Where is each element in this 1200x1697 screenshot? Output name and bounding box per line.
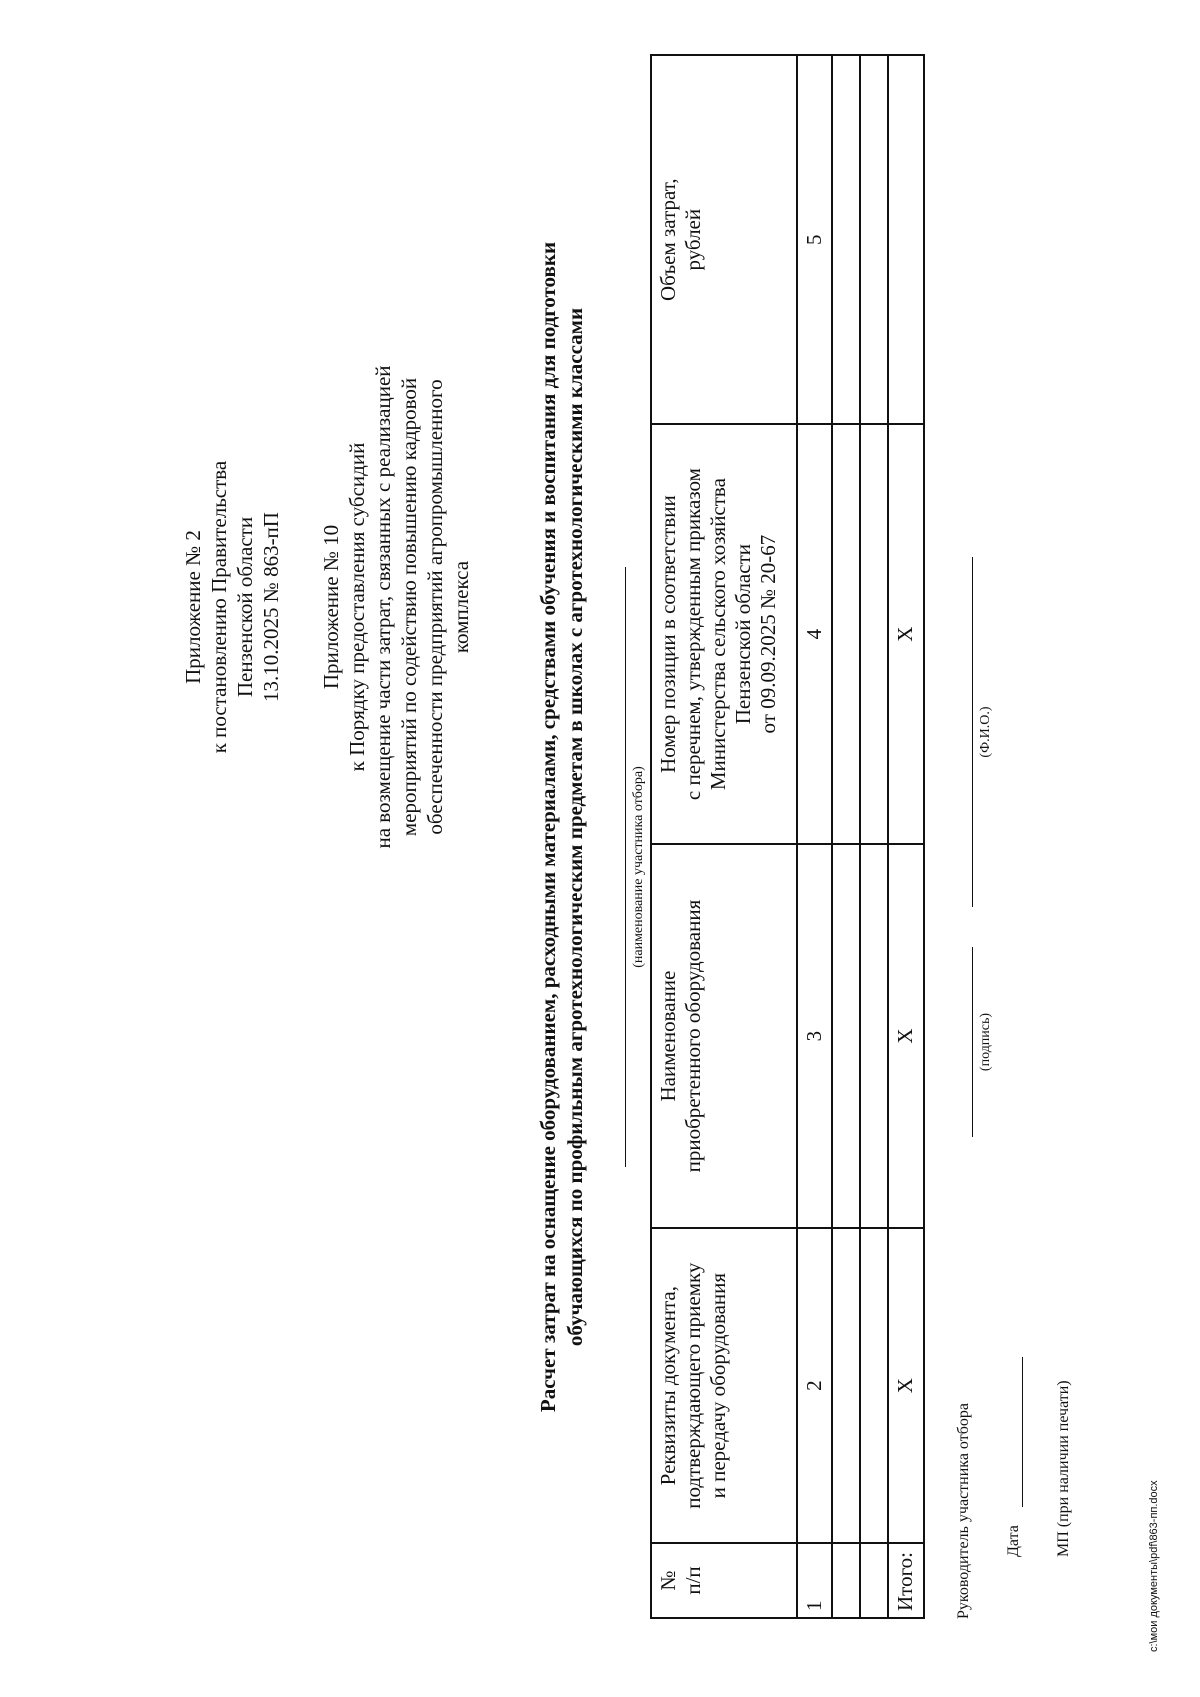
stamp-label: МП (при наличии печати) bbox=[1055, 1380, 1072, 1557]
procedure-line: Приложение № 10 bbox=[319, 524, 343, 690]
appendix-line: Приложение № 2 bbox=[181, 530, 205, 684]
column-number: 4 bbox=[797, 424, 832, 843]
appendix-line: к постановлению Правительства bbox=[207, 460, 231, 754]
total-cell: X bbox=[888, 1228, 924, 1543]
cost-table bbox=[650, 54, 925, 1619]
total-cell: X bbox=[888, 424, 924, 843]
table-row bbox=[860, 55, 888, 1618]
procedure-line: мероприятий по содействию повышению кадровой bbox=[397, 377, 421, 837]
header-cell-cost: Объем затрат, рублей bbox=[651, 55, 797, 424]
total-row bbox=[888, 55, 924, 1618]
total-cell bbox=[888, 55, 924, 424]
column-number-row bbox=[797, 55, 832, 1618]
column-number: 2 bbox=[797, 1228, 832, 1543]
header-cell-document: Реквизиты документа, подтверждающего приемку и передачу оборудования bbox=[651, 1228, 797, 1543]
name-line bbox=[972, 557, 973, 907]
procedure-header bbox=[318, 177, 474, 1037]
title-line: Расчет затрат на оснащение оборудованием, расходными материалами, средствами обучения и воспитания для подготовки bbox=[536, 241, 560, 1413]
file-path: c:\мои документы\pdf\863-пп.docx bbox=[1148, 1480, 1160, 1652]
procedure-line: к Порядку предоставления субсидий bbox=[345, 442, 369, 772]
header-cell-number: № п/п bbox=[651, 1543, 797, 1618]
appendix-header bbox=[180, 287, 284, 927]
table-header-row bbox=[651, 55, 797, 1618]
document-title bbox=[535, 77, 589, 1577]
title-line: обучающихся по профильным агротехнологическим предметам в школах с агротехнологическими классами bbox=[563, 307, 587, 1347]
procedure-line: обеспеченности предприятий агропромышленного bbox=[423, 379, 447, 835]
name-caption: (Ф.И.О.) bbox=[978, 706, 993, 758]
date-label: Дата bbox=[1005, 1525, 1022, 1557]
date-line bbox=[1022, 1357, 1023, 1507]
signature-caption: (подпись) bbox=[978, 1012, 993, 1072]
participant-caption: (наименование участника отбора) bbox=[631, 766, 646, 968]
total-label: Итого: bbox=[888, 1543, 924, 1618]
head-label: Руководитель участника отбора bbox=[955, 1403, 972, 1619]
procedure-line: комплекса bbox=[449, 560, 473, 654]
header-cell-position: Номер позиции в соответствии с перечнем, утвержденным приказом Министерства сельского хозяйства Пензенской области от 09.09.2025 № 20-67 bbox=[651, 424, 797, 843]
participant-name-line bbox=[625, 567, 626, 1167]
signature-line bbox=[972, 947, 973, 1137]
column-number: 3 bbox=[797, 844, 832, 1229]
appendix-line: Пензенской области bbox=[233, 516, 257, 698]
table-row bbox=[832, 55, 860, 1618]
column-number: 5 bbox=[797, 55, 832, 424]
procedure-line: на возмещение части затрат, связанных с реализацией bbox=[371, 365, 395, 849]
header-cell-equipment: Наименование приобретенного оборудования bbox=[651, 844, 797, 1229]
appendix-line: 13.10.2025 № 863-пП bbox=[259, 512, 283, 702]
total-cell: X bbox=[888, 844, 924, 1229]
column-number: 1 bbox=[797, 1543, 832, 1618]
